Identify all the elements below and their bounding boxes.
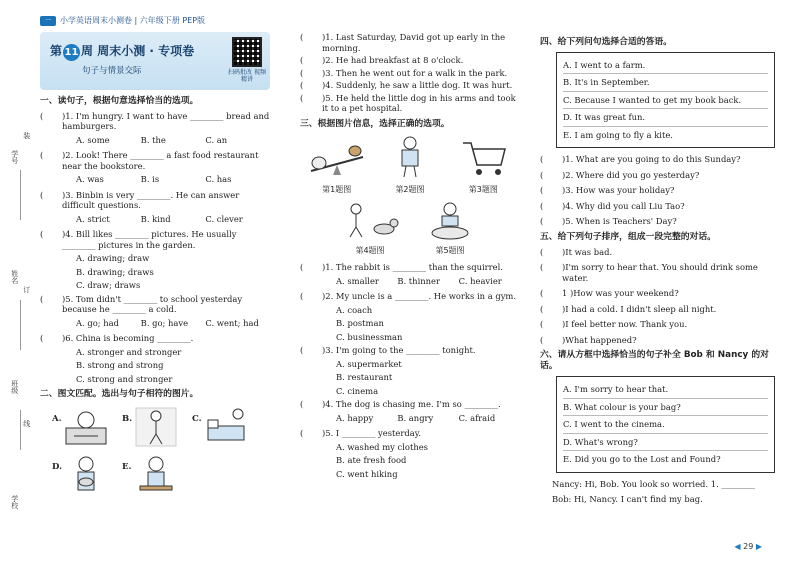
question-text: )It was bad. [562, 246, 613, 257]
dialogue-line: Nancy: Hi, Bob. You look so worried. 1. ________ [552, 478, 755, 489]
section-4-title: 四、给下列问句选择合适的答语。 [540, 37, 672, 47]
question-text: )I'm sorry to hear that. You should drink some water. [562, 262, 758, 283]
column-1 [40, 32, 270, 498]
question-text: )2. He had breakfast at 8 o'clock. [322, 55, 464, 65]
question-text: )4. Suddenly, he saw a little dog. It was hurt. [322, 80, 513, 90]
question-text: )5. He held the little dog in his arms and took it to a pet hospital. [322, 92, 516, 113]
answer-option: C. Because I wanted to get my book back. [563, 92, 768, 110]
question-item [300, 428, 520, 439]
question-text: )5. When is Teachers' Day? [562, 216, 677, 227]
question-item [40, 111, 270, 132]
boy-waking-icon [64, 406, 108, 448]
question-item [540, 154, 775, 165]
answer-blank[interactable]: ( [540, 200, 544, 211]
option-choice[interactable]: C. went hiking [336, 468, 398, 479]
caption: 第5题图 [435, 246, 465, 256]
options-row [40, 347, 270, 385]
answer-blank[interactable]: ( [300, 92, 304, 103]
option-choice[interactable]: C. businessman [336, 331, 403, 342]
dog-chasing-icon [340, 201, 400, 241]
option-choice[interactable]: B. ate fresh food [336, 455, 407, 466]
options-box [556, 376, 775, 473]
answer-blank[interactable]: ( [40, 110, 44, 121]
answer-blank[interactable]: ( [40, 229, 44, 240]
section-3-questions [300, 262, 520, 479]
question-item [300, 399, 520, 410]
answer-blank[interactable]: ( [40, 293, 44, 304]
question-item [300, 68, 520, 79]
option-choice[interactable]: B. go; have [140, 317, 189, 328]
dialogue-option: E. Did you go to the Lost and Found? [563, 454, 721, 465]
question-item [40, 294, 270, 315]
dialogue-option: D. What's wrong? [563, 434, 768, 452]
question-item [540, 304, 775, 315]
answer-blank[interactable]: ( [540, 303, 544, 314]
class-label: 班级 [10, 380, 19, 394]
option-choice[interactable]: B. thinner [397, 275, 440, 286]
school-label: 学校 [10, 495, 19, 509]
section-3-pictures-row-1 [300, 135, 520, 195]
question-text: )2. Where did you go yesterday? [562, 169, 700, 180]
picture-q3 [450, 135, 516, 195]
question-item [540, 262, 775, 283]
option-choice[interactable]: B. restaurant [336, 372, 393, 383]
picture-c: C. [192, 406, 252, 450]
week-title: 第 11 周 周末小测 · 专项卷 [50, 44, 194, 61]
caption: 第3题图 [468, 184, 498, 194]
caption: 第4题图 [355, 246, 385, 256]
matching-pictures [40, 406, 270, 498]
question-text: )2. My uncle is a ________. He works in a gym. [322, 291, 517, 302]
option-choice[interactable]: A. coach [336, 304, 373, 315]
question-item [540, 335, 775, 346]
question-text: )6. China is becoming ________. [62, 333, 194, 344]
picture-q5 [417, 201, 483, 257]
option-choice[interactable]: C. afraid [458, 412, 496, 423]
option-choice[interactable]: A. some [76, 134, 110, 145]
question-item [40, 150, 270, 171]
answer-blank[interactable]: ( [300, 67, 304, 78]
washing-clothes-icon [420, 201, 480, 241]
prev-page-icon[interactable]: ◀ [734, 542, 741, 551]
section-2-title: 二、图文匹配。选出与句子相符的图片。 [40, 389, 199, 400]
picture-q4 [337, 201, 403, 257]
option-choice[interactable]: C. cinema [336, 385, 379, 396]
answer-blank[interactable]: ( [300, 32, 304, 42]
section-1-title: 一、读句子，根据句意选择恰当的选项。 [40, 96, 199, 106]
option-choice[interactable]: C. has [205, 174, 232, 185]
question-text: 1 )How was your weekend? [562, 288, 679, 299]
week-number: 11 [63, 44, 80, 61]
header-bar [40, 14, 205, 28]
section-5-title: 五、给下列句子排序，组成一段完整的对话。 [540, 231, 716, 242]
answer-blank[interactable]: ( [540, 334, 544, 345]
dialogue-option: A. I'm sorry to hear that. [563, 381, 768, 399]
section-1-questions [40, 111, 270, 385]
option-choice[interactable]: B. is [140, 174, 160, 185]
answer-option: D. It was great fun. [563, 109, 768, 127]
caption: 第2题图 [395, 184, 425, 194]
question-item [540, 201, 775, 212]
answer-blank[interactable]: ( [300, 399, 304, 410]
question-item [40, 229, 270, 250]
question-text: )3. Then he went out for a walk in the park. [322, 67, 508, 78]
section-2-questions [300, 32, 520, 114]
question-text: )I had a cold. I didn't sleep all night. [562, 303, 717, 314]
question-text: )What happened? [562, 334, 637, 345]
question-text: )1. I'm hungry. I want to have ________ bread and hamburgers. [62, 110, 270, 132]
binding-mark-1: 装 [22, 132, 31, 139]
answer-blank[interactable]: ( [40, 189, 44, 200]
answer-blank[interactable]: ( [300, 55, 304, 65]
option-choice[interactable]: A. stronger and stronger [76, 346, 182, 357]
answer-blank[interactable]: ( [540, 288, 544, 299]
picture-e: E. [122, 454, 182, 498]
question-text: )5. I ________ yesterday. [322, 428, 421, 439]
answer-blank[interactable]: ( [300, 262, 304, 273]
id-label: 学号 [10, 150, 19, 164]
question-item [300, 291, 520, 302]
question-item [540, 185, 775, 196]
question-text: )3. Binbin is very ________. He can answer difficult questions. [62, 189, 240, 211]
options-row [300, 276, 520, 287]
section-3-title: 三、根据图片信息，选择正确的选项。 [300, 118, 450, 129]
question-item [300, 55, 520, 66]
answer-blank[interactable]: ( [40, 150, 44, 161]
option-choice[interactable]: C. clever [205, 213, 243, 224]
picture-b: B. [122, 406, 182, 450]
options-row [40, 253, 270, 291]
bed-icon [204, 406, 248, 448]
picture-q2 [377, 135, 443, 195]
answer-blank[interactable]: ( [540, 185, 544, 196]
option-choice[interactable]: B. postman [336, 318, 384, 329]
binding-margin [0, 40, 34, 560]
dialogue-line: Bob: Hi, Nancy. I can't find my bag. [552, 494, 703, 505]
column-3 [540, 32, 775, 510]
options-row [300, 359, 520, 397]
header-text: 小学英语周末小测卷 | 六年级下册 PEP版 [60, 16, 206, 25]
answer-blank[interactable]: ( [540, 169, 544, 180]
next-page-icon[interactable]: ▶ [755, 542, 762, 551]
option-choice[interactable]: A. was [76, 174, 104, 185]
question-item [540, 170, 775, 181]
seesaw-icon [307, 135, 367, 179]
question-item [300, 80, 520, 91]
option-choice[interactable]: C. heavier [458, 275, 502, 286]
option-choice[interactable]: B. strong and strong [76, 360, 164, 371]
question-text: )3. I'm going to the ________ tonight. [322, 345, 476, 356]
boy-walking-icon [134, 406, 178, 448]
options-row [40, 214, 270, 225]
picture-a: A. [52, 406, 112, 450]
question-text: )I feel better now. Thank you. [562, 319, 688, 330]
options-row [300, 413, 520, 424]
question-text: )3. How was your holiday? [562, 185, 675, 196]
option-choice[interactable]: A. strict [76, 213, 110, 224]
section-6-dialogue [540, 479, 775, 505]
answer-option: B. It's in September. [563, 74, 768, 92]
question-item [540, 247, 775, 258]
question-item [40, 190, 270, 211]
answer-blank[interactable]: ( [540, 319, 544, 330]
question-item [300, 345, 520, 356]
question-item [540, 216, 775, 227]
qr-code-icon[interactable] [232, 37, 262, 67]
question-text: )1. What are you going to do this Sunday? [562, 154, 741, 165]
option-choice[interactable]: A. drawing; draw [76, 253, 150, 264]
banner-subtitle: 句子与情景交际 [82, 66, 142, 76]
answer-option: E. I am going to fly a kite. [563, 129, 673, 140]
question-item [540, 319, 775, 330]
answer-blank[interactable]: ( [300, 428, 304, 439]
option-choice[interactable]: A. happy [336, 412, 374, 423]
options-row [40, 318, 270, 329]
answer-blank[interactable]: ( [540, 154, 544, 165]
answer-box [556, 52, 775, 149]
question-text: )1. Last Saturday, David got up early in the morning. [322, 32, 506, 53]
name-label: 姓名 [10, 270, 19, 284]
binding-mark-2: 订 [22, 286, 31, 293]
answer-blank[interactable]: ( [540, 262, 544, 273]
picture-q1 [304, 135, 370, 195]
page-number: ◀ 29 ▶ [734, 542, 762, 551]
brand-logo: 一 [40, 16, 56, 26]
binding-line [20, 300, 21, 350]
option-choice[interactable]: B. the [140, 134, 166, 145]
question-text: )4. The dog is chasing me. I'm so ________. [322, 399, 501, 410]
option-choice[interactable]: C. strong and stronger [76, 373, 173, 384]
option-choice[interactable]: B. kind [140, 213, 171, 224]
question-item [300, 262, 520, 273]
dialogue-option: C. I went to the cinema. [563, 416, 768, 434]
option-choice[interactable]: C. an [205, 134, 228, 145]
answer-blank[interactable]: ( [40, 333, 44, 344]
option-choice[interactable]: C. draw; draws [76, 280, 141, 291]
question-text: )4. Why did you call Liu Tao? [562, 200, 685, 211]
option-choice[interactable]: C. went; had [205, 317, 259, 328]
column-2 [300, 32, 520, 482]
question-text: )5. Tom didn't ________ to school yesterday because he ________ a cold. [62, 293, 243, 315]
option-choice[interactable]: A. smaller [336, 275, 379, 286]
section-5-dialogue [540, 247, 775, 346]
shopping-cart-icon [453, 135, 513, 179]
binding-mark-3: 线 [22, 420, 31, 427]
answer-blank[interactable]: ( [540, 216, 544, 227]
question-text: )2. Look! There ________ a fast food restaurant near the bookstore. [62, 150, 259, 171]
question-item [300, 93, 520, 114]
picture-d: D. [52, 454, 112, 498]
option-choice[interactable]: A. washed my clothes [336, 441, 428, 452]
answer-blank[interactable]: ( [540, 246, 544, 257]
section-4-questions [540, 154, 775, 227]
question-text: )4. Bill likes ________ pictures. He usually ________ pictures in the garden. [62, 229, 237, 250]
question-text: )1. The rabbit is ________ than the squirrel. [322, 262, 503, 273]
answer-blank[interactable]: ( [300, 80, 304, 90]
caption: 第1题图 [322, 184, 352, 194]
options-row [300, 442, 520, 480]
boy-holding-dog-icon [64, 454, 108, 496]
binding-line [20, 170, 21, 220]
answer-blank[interactable]: ( [300, 345, 304, 356]
options-row [40, 135, 270, 146]
section-6-title: 六、请从方框中选择恰当的句子补全 Bob 和 Nancy 的对话。 [540, 350, 769, 372]
question-item [300, 32, 520, 53]
binding-line [20, 410, 21, 450]
title-banner [40, 32, 270, 90]
boy-eating-icon [134, 454, 178, 496]
qr-caption: 扫码批改 视频精讲 [228, 69, 266, 84]
option-choice[interactable]: A. go; had [76, 317, 120, 328]
answer-option: A. I went to a farm. [563, 57, 768, 75]
question-item [40, 333, 270, 344]
dialogue-option: B. What colour is your bag? [563, 399, 768, 417]
options-row [40, 174, 270, 185]
option-choice[interactable]: A. supermarket [336, 358, 402, 369]
question-item [540, 288, 775, 299]
option-choice[interactable]: B. drawing; draws [76, 266, 154, 277]
options-row [300, 305, 520, 343]
answer-blank[interactable]: ( [300, 291, 304, 302]
coach-icon [380, 135, 440, 179]
option-choice[interactable]: B. angry [397, 412, 434, 423]
section-3-pictures-row-2 [300, 201, 520, 257]
